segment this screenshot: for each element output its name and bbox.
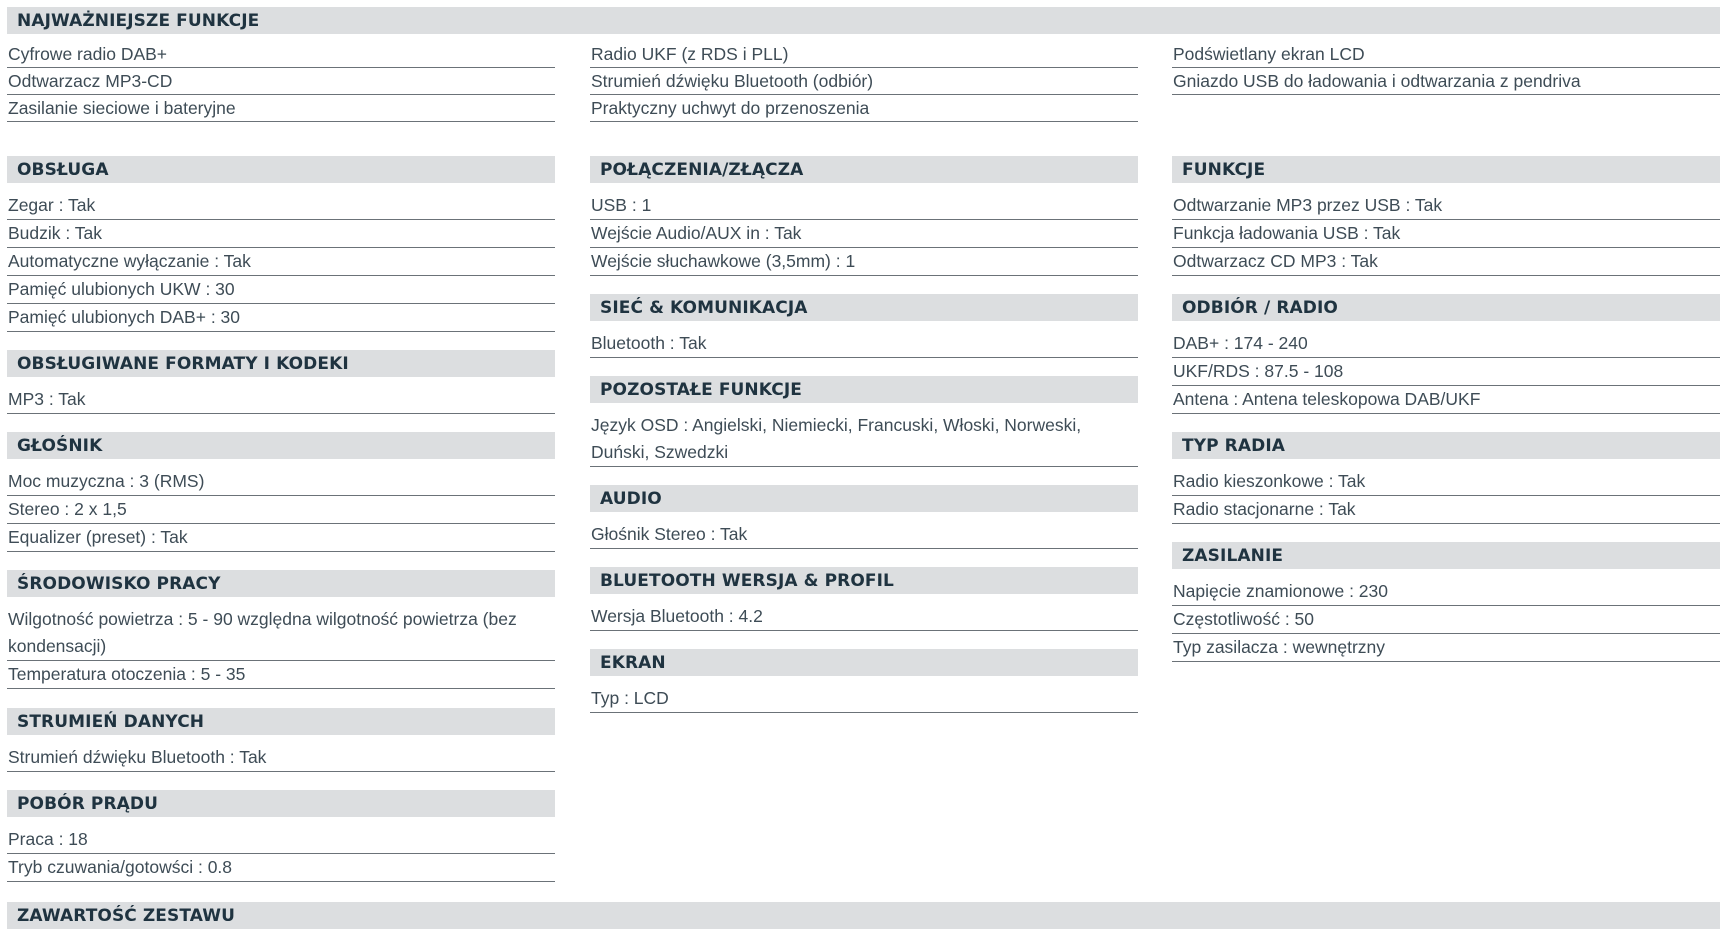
section-other-functions [590,412,1138,467]
feature-item: Gniazdo USB do ładowania i odtwarzania z pendriva [1172,68,1720,95]
section-title: STRUMIEŃ DANYCH [17,712,205,732]
section-header-radio-type [1172,432,1720,459]
section-header-formats [7,350,555,377]
key-features-col2 [590,41,1138,122]
spec-row: Bluetooth : Tak [590,330,1138,358]
section-title: AUDIO [600,489,662,509]
spec-row: Radio kieszonkowe : Tak [1172,468,1720,496]
section-connections [590,192,1138,276]
section-header-connections [590,156,1138,183]
section-title: GŁOŚNIK [17,436,103,456]
spec-row: Częstotliwość : 50 [1172,606,1720,634]
spec-row: Praca : 18 [7,826,555,854]
section-environment [7,606,555,689]
section-audio [590,521,1138,549]
spec-row: Pamięć ulubionych UKW : 30 [7,276,555,304]
spec-row: Stereo : 2 x 1,5 [7,496,555,524]
spec-row: MP3 : Tak [7,386,555,414]
section-power [1172,578,1720,662]
section-title: POBÓR PRĄDU [17,794,159,814]
section-title: TYP RADIA [1182,436,1286,456]
spec-row: Głośnik Stereo : Tak [590,521,1138,549]
spec-row: Equalizer (preset) : Tak [7,524,555,552]
section-title: ZAWARTOŚĆ ZESTAWU [17,906,235,926]
spec-row: Odtwarzacz CD MP3 : Tak [1172,248,1720,276]
spec-row: UKF/RDS : 87.5 - 108 [1172,358,1720,386]
key-features-col3 [1172,41,1720,95]
spec-row: Automatyczne wyłączanie : Tak [7,248,555,276]
spec-row: Strumień dźwięku Bluetooth : Tak [7,744,555,772]
section-header-speaker [7,432,555,459]
section-title: POZOSTAŁE FUNKCJE [600,380,802,400]
spec-row: Wilgotność powietrza : 5 - 90 względna wilgotność powietrza (bez kondensacji) [7,606,555,661]
section-bluetooth [590,603,1138,631]
section-header-reception [1172,294,1720,321]
spec-row: Temperatura otoczenia : 5 - 35 [7,661,555,689]
section-header-other-functions [590,376,1138,403]
spec-row: Typ : LCD [590,685,1138,713]
spec-row: Napięcie znamionowe : 230 [1172,578,1720,606]
section-header-audio [590,485,1138,512]
section-title: ODBIÓR / RADIO [1182,298,1338,318]
key-features-title: NAJWAŻNIEJSZE FUNKCJE [17,11,260,31]
spec-row: Zegar : Tak [7,192,555,220]
feature-item: Podświetlany ekran LCD [1172,41,1720,68]
spec-row: Pamięć ulubionych DAB+ : 30 [7,304,555,332]
key-features-col1 [7,41,555,122]
section-header-network [590,294,1138,321]
section-header-screen [590,649,1138,676]
section-header-package [7,902,1720,929]
section-title: ŚRODOWISKO PRACY [17,574,221,594]
section-title: EKRAN [600,653,666,673]
spec-row: Odtwarzanie MP3 przez USB : Tak [1172,192,1720,220]
section-title: SIEĆ & KOMUNIKACJA [600,298,808,318]
section-title: OBSŁUGIWANE FORMATY I KODEKI [17,354,349,374]
spec-row: USB : 1 [590,192,1138,220]
section-formats [7,386,555,414]
key-features-header [7,7,1720,34]
section-obsluga [7,192,555,332]
feature-item: Zasilanie sieciowe i bateryjne [7,95,555,122]
spec-row: DAB+ : 174 - 240 [1172,330,1720,358]
spec-row: Wejście słuchawkowe (3,5mm) : 1 [590,248,1138,276]
spec-row: Język OSD : Angielski, Niemiecki, Francuski, Włoski, Norweski, Duński, Szwedzki [590,412,1138,467]
section-power-consumption [7,826,555,882]
feature-item: Cyfrowe radio DAB+ [7,41,555,68]
feature-item: Odtwarzacz MP3-CD [7,68,555,95]
section-header-functions [1172,156,1720,183]
section-reception [1172,330,1720,414]
section-network [590,330,1138,358]
section-header-power-consumption [7,790,555,817]
feature-item: Radio UKF (z RDS i PLL) [590,41,1138,68]
spec-row: Budzik : Tak [7,220,555,248]
spec-row: Radio stacjonarne : Tak [1172,496,1720,524]
section-radio-type [1172,468,1720,524]
section-title: POŁĄCZENIA/ZŁĄCZA [600,160,804,180]
feature-item: Praktyczny uchwyt do przenoszenia [590,95,1138,122]
feature-item: Strumień dźwięku Bluetooth (odbiór) [590,68,1138,95]
spec-row: Wersja Bluetooth : 4.2 [590,603,1138,631]
section-header-environment [7,570,555,597]
section-header-data-stream [7,708,555,735]
section-screen [590,685,1138,713]
section-speaker [7,468,555,552]
section-header-power [1172,542,1720,569]
section-header-bluetooth [590,567,1138,594]
section-title: BLUETOOTH WERSJA & PROFIL [600,571,894,591]
spec-row: Moc muzyczna : 3 (RMS) [7,468,555,496]
section-title: FUNKCJE [1182,160,1266,180]
spec-row: Funkcja ładowania USB : Tak [1172,220,1720,248]
section-data-stream [7,744,555,772]
section-title: ZASILANIE [1182,546,1284,566]
section-header-obsluga [7,156,555,183]
section-functions [1172,192,1720,276]
spec-row: Antena : Antena teleskopowa DAB/UKF [1172,386,1720,414]
spec-row: Wejście Audio/AUX in : Tak [590,220,1138,248]
spec-row: Tryb czuwania/gotowści : 0.8 [7,854,555,882]
spec-row: Typ zasilacza : wewnętrzny [1172,634,1720,662]
section-title: OBSŁUGA [17,160,109,180]
